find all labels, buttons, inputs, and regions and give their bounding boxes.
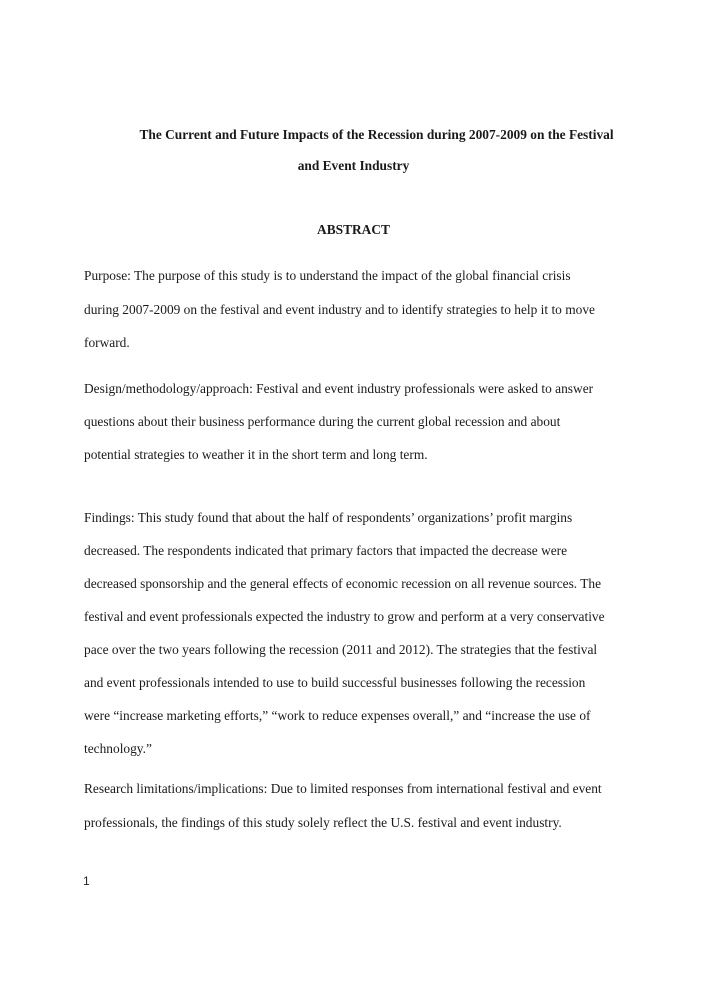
paragraph-line: forward.	[84, 335, 130, 350]
paragraph-line: professionals, the findings of this study solely reflect the U.S. festival and event industry.	[84, 815, 562, 830]
paragraph-line: Purpose: The purpose of this study is to understand the impact of the global financial crisis	[84, 268, 571, 283]
paragraph-line: decreased sponsorship and the general effects of economic recession on all revenue sources. The	[84, 576, 602, 591]
paragraph-line: technology.”	[84, 741, 152, 756]
paragraph-line: during 2007-2009 on the festival and event industry and to identify strategies to help it to move	[84, 302, 595, 317]
abstract-heading: ABSTRACT	[317, 222, 390, 237]
paper-title-line-1: The Current and Future Impacts of the Recession during 2007-2009 on the Festival	[139, 127, 614, 142]
paragraph-line: Findings: This study found that about the half of respondents’ organizations’ profit margins	[84, 510, 573, 525]
paragraph-line: decreased. The respondents indicated that primary factors that impacted the decrease were	[84, 543, 568, 558]
page-number: 1	[83, 874, 90, 888]
paragraph-line: pace over the two years following the recession (2011 and 2012). The strategies that the festival	[84, 642, 598, 657]
paragraph-line: festival and event professionals expected the industry to grow and perform at a very conservative	[84, 609, 605, 624]
paragraph-line: potential strategies to weather it in the short term and long term.	[84, 447, 428, 462]
paragraph-line: were “increase marketing efforts,” “work to reduce expenses overall,” and “increase the use of	[84, 708, 591, 723]
paragraph-line: Research limitations/implications: Due to limited responses from international festival and event	[84, 781, 602, 796]
paragraph-line: and event professionals intended to use to build successful businesses following the recession	[84, 675, 586, 690]
paragraph-line: questions about their business performance during the current global recession and about	[84, 414, 561, 429]
paper-title-line-2: and Event Industry	[297, 158, 410, 173]
paragraph-line: Design/methodology/approach: Festival and event industry professionals were asked to answer	[84, 381, 594, 396]
